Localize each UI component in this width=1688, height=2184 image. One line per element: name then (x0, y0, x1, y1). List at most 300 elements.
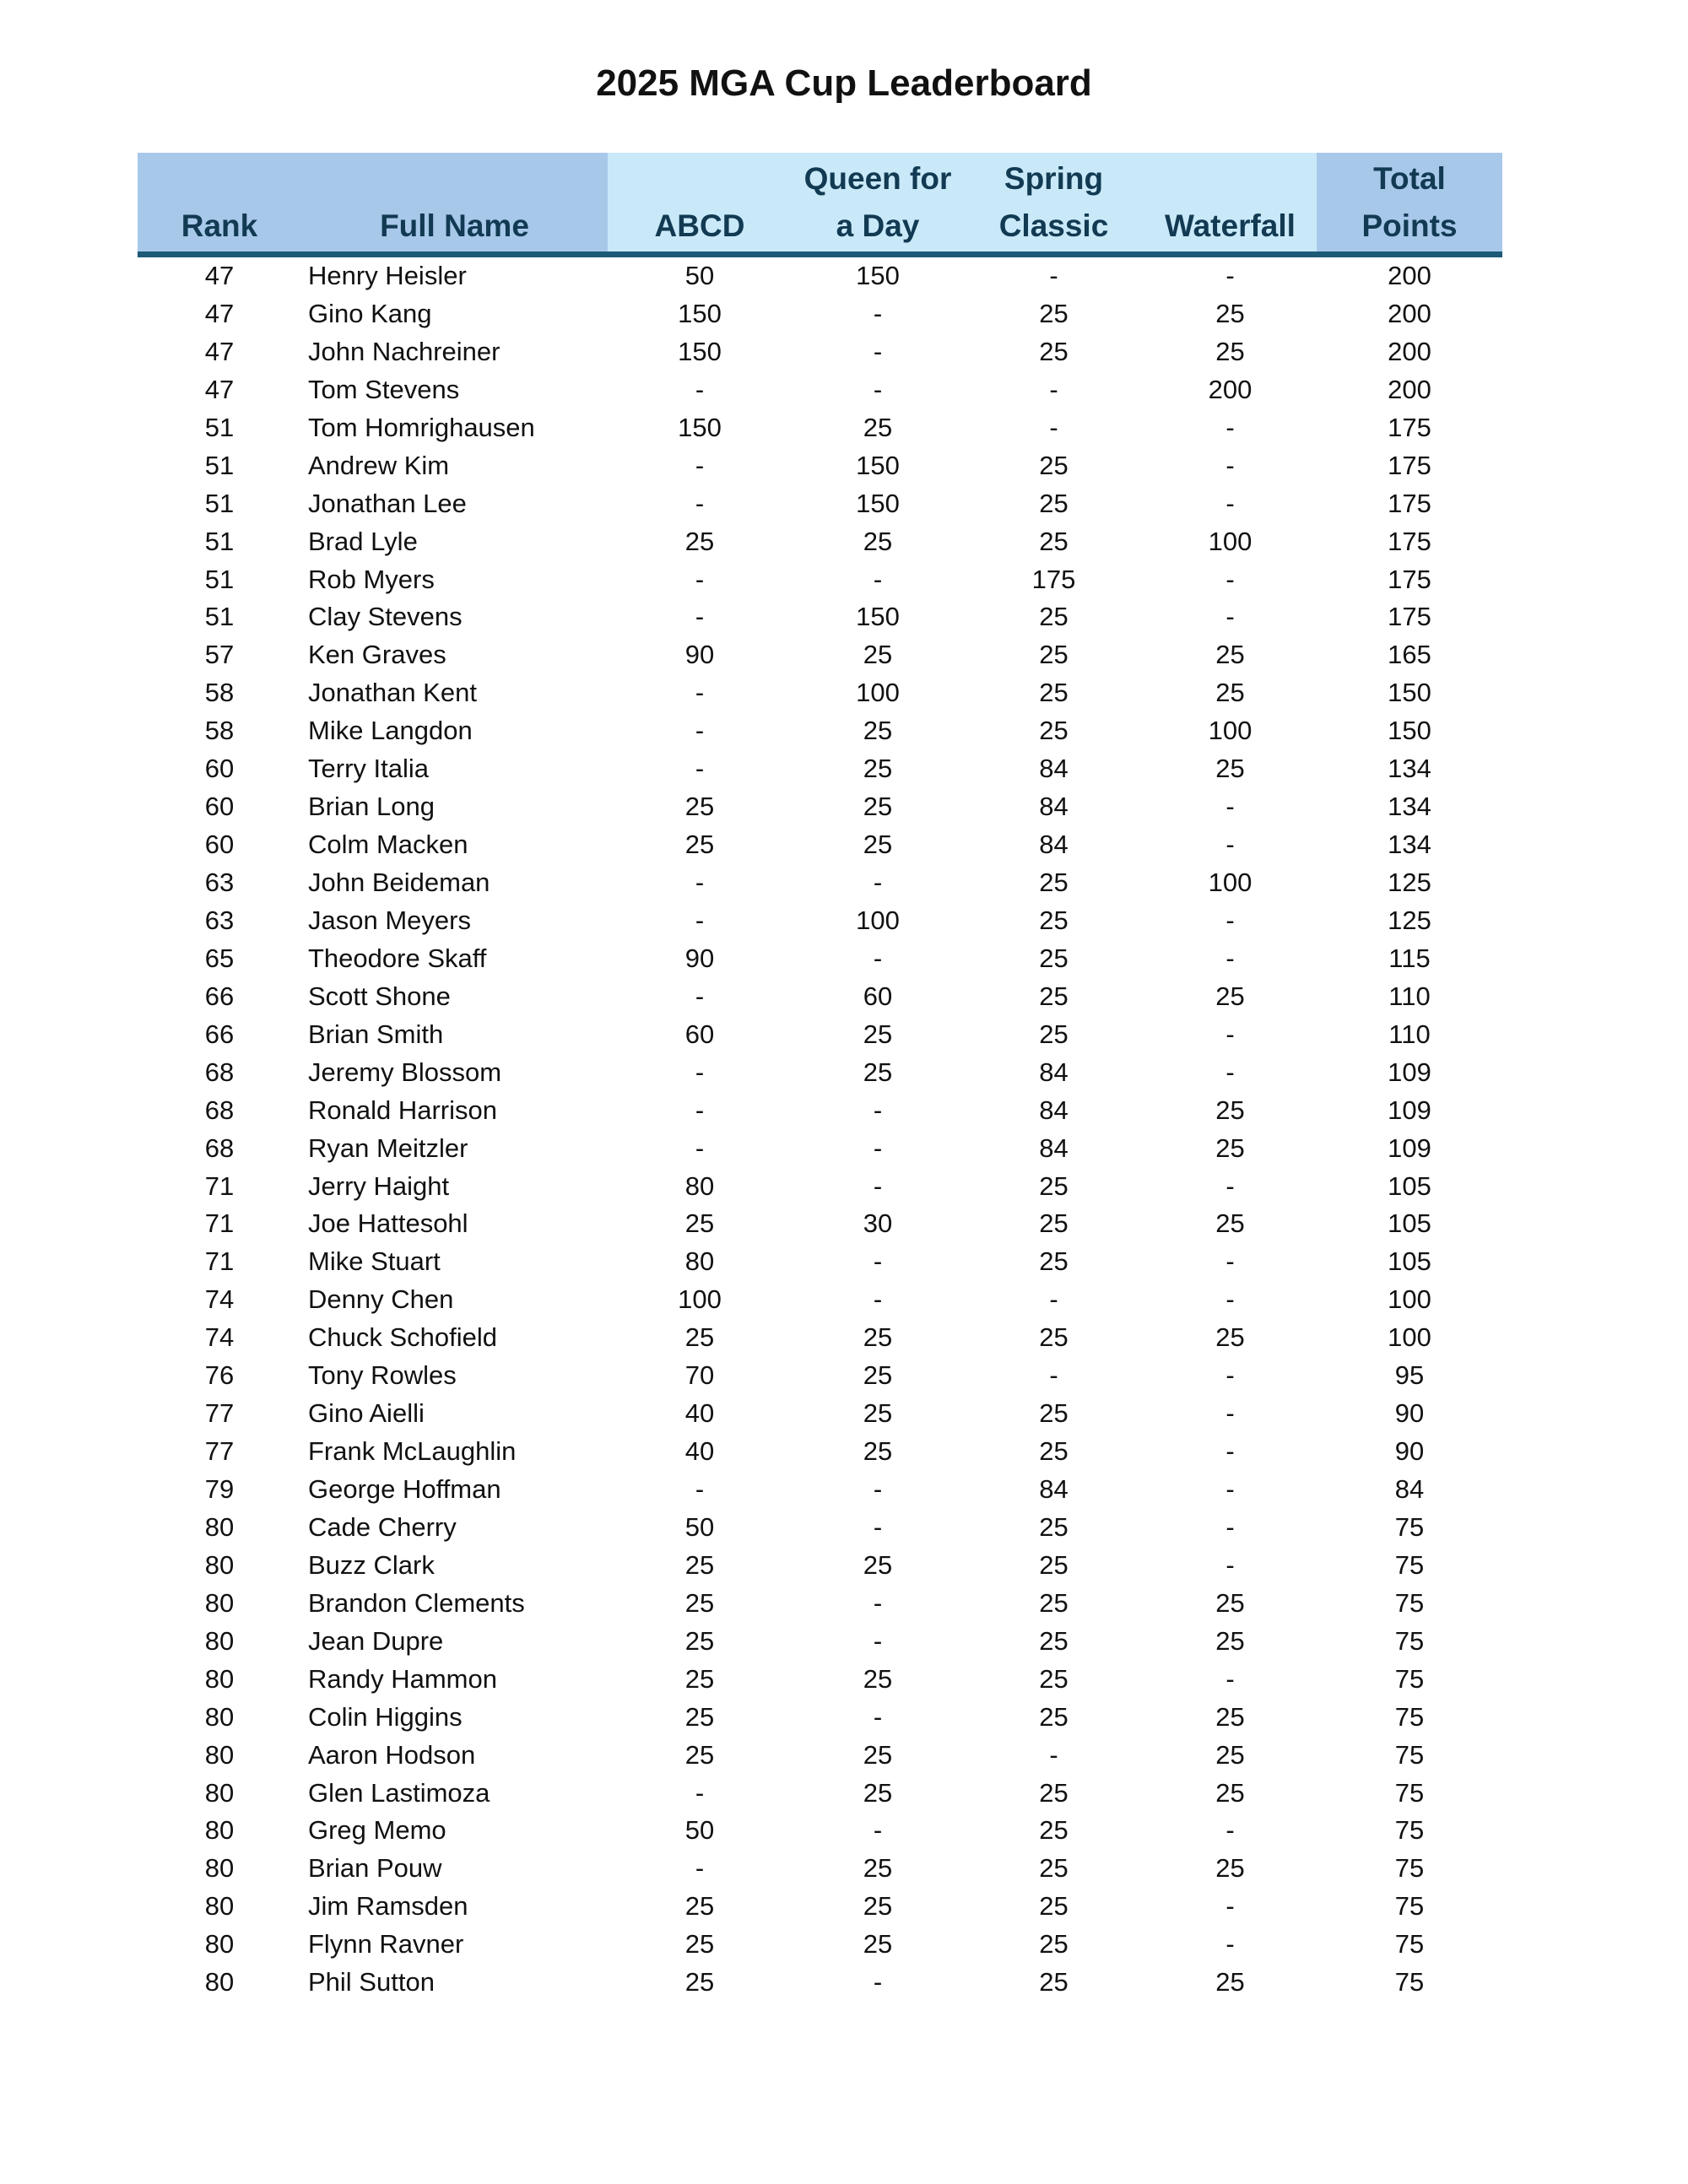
queen-for-a-day-cell: 25 (863, 830, 893, 860)
waterfall-cell: - (1225, 1891, 1235, 1922)
table-row (138, 1623, 1502, 1661)
abcd-cell: 25 (684, 1663, 715, 1694)
table-row (138, 295, 1502, 333)
spring-classic-cell: 25 (1039, 1549, 1069, 1580)
waterfall-cell: - (1225, 1929, 1235, 1960)
table-row (138, 1585, 1502, 1623)
waterfall-cell: - (1225, 1549, 1235, 1580)
queen-for-a-day-cell: 25 (863, 1360, 893, 1391)
table-row (138, 1168, 1502, 1206)
page-title: 2025 MGA Cup Leaderboard (596, 62, 1092, 104)
spring-classic-cell: - (1049, 1284, 1058, 1315)
rank-cell: 63 (204, 868, 235, 897)
name-cell: Buzz Clark (308, 1549, 435, 1580)
abcd-cell: - (695, 754, 705, 784)
rank-cell: 60 (204, 754, 235, 784)
name-cell: Gino Kang (308, 298, 432, 328)
name-cell: Tony Rowles (308, 1360, 457, 1391)
abcd-cell: - (695, 905, 705, 935)
rank-cell: 66 (204, 1019, 235, 1049)
table-row (138, 1433, 1502, 1471)
waterfall-cell: 25 (1215, 1739, 1245, 1770)
spring-classic-cell: 25 (1039, 336, 1069, 366)
abcd-cell: 90 (684, 640, 715, 670)
spring-classic-cell: 25 (1039, 1625, 1069, 1656)
header-total-points (1317, 153, 1502, 255)
name-cell: Brandon Clements (308, 1587, 525, 1618)
table-row (138, 523, 1502, 561)
table-row (138, 1850, 1502, 1888)
spring-classic-cell: 25 (1039, 1246, 1069, 1277)
table-row (138, 712, 1502, 750)
total-points-cell: 75 (1394, 1549, 1425, 1580)
name-cell: Ryan Meitzler (308, 1133, 468, 1163)
table-row (138, 333, 1502, 371)
spring-classic-cell: 25 (1039, 450, 1069, 480)
abcd-cell: 25 (684, 1891, 715, 1922)
waterfall-cell: 200 (1208, 374, 1252, 404)
rank-cell: 71 (204, 1208, 235, 1239)
total-points-cell: 175 (1388, 564, 1431, 594)
abcd-cell: - (695, 602, 705, 632)
total-points-cell: 125 (1388, 905, 1431, 935)
total-points-cell: 175 (1388, 526, 1431, 556)
queen-for-a-day-cell: 25 (863, 754, 893, 784)
header-line: Points (1361, 208, 1458, 243)
spring-classic-cell: 175 (1031, 564, 1076, 594)
abcd-cell: 25 (684, 1739, 715, 1770)
spring-classic-cell: 25 (1039, 1019, 1069, 1049)
abcd-cell: - (695, 981, 705, 1011)
table-row (138, 864, 1502, 902)
queen-for-a-day-cell: 25 (863, 1891, 893, 1922)
spring-classic-cell: 25 (1039, 1967, 1069, 1997)
queen-for-a-day-cell: - (873, 868, 883, 897)
waterfall-cell: - (1225, 1815, 1235, 1846)
rank-cell: 51 (204, 488, 235, 518)
abcd-cell: 60 (684, 1019, 715, 1049)
queen-for-a-day-cell: - (873, 1511, 883, 1542)
spring-classic-cell: 84 (1039, 1095, 1069, 1125)
queen-for-a-day-cell: 25 (863, 1853, 893, 1884)
queen-for-a-day-cell: 25 (863, 1019, 893, 1049)
total-points-cell: 95 (1394, 1360, 1425, 1391)
total-points-cell: 75 (1394, 1853, 1425, 1884)
total-points-cell: 175 (1388, 412, 1431, 442)
abcd-cell: - (695, 564, 705, 594)
name-cell: Mike Stuart (308, 1246, 441, 1277)
spring-classic-cell: 25 (1039, 1929, 1069, 1960)
rank-cell: 60 (204, 792, 235, 822)
rank-cell: 65 (204, 943, 235, 973)
table-row (138, 1319, 1502, 1357)
name-cell: Ronald Harrison (308, 1095, 497, 1125)
total-points-cell: 109 (1388, 1057, 1431, 1087)
name-cell: Frank McLaughlin (308, 1436, 517, 1467)
rank-cell: 68 (204, 1133, 235, 1163)
table-row (138, 1281, 1502, 1319)
waterfall-cell: - (1225, 905, 1235, 935)
queen-for-a-day-cell: 25 (863, 1929, 893, 1960)
waterfall-cell: - (1225, 1284, 1235, 1315)
spring-classic-cell: - (1049, 412, 1058, 442)
rank-cell: 80 (204, 1891, 235, 1922)
waterfall-cell: 25 (1215, 1777, 1245, 1808)
abcd-cell: 40 (684, 1398, 715, 1429)
header-full-name (301, 153, 608, 255)
total-points-cell: 150 (1388, 716, 1431, 746)
table-row (138, 1016, 1502, 1054)
table-row (138, 978, 1502, 1016)
abcd-cell: 25 (684, 1322, 715, 1353)
waterfall-cell: 25 (1215, 1208, 1245, 1239)
total-points-cell: 75 (1394, 1587, 1425, 1618)
waterfall-cell: 25 (1215, 678, 1245, 708)
abcd-cell: 25 (684, 526, 715, 556)
queen-for-a-day-cell: 25 (863, 1777, 893, 1808)
spring-classic-cell: - (1049, 1739, 1058, 1770)
total-points-cell: 134 (1388, 792, 1431, 822)
total-points-cell: 75 (1394, 1663, 1425, 1694)
rank-cell: 51 (204, 450, 235, 480)
total-points-cell: 115 (1388, 943, 1431, 973)
abcd-cell: - (695, 678, 705, 708)
abcd-cell: - (695, 1057, 705, 1087)
table-row (138, 1775, 1502, 1813)
queen-for-a-day-cell: 25 (863, 1398, 893, 1429)
total-points-cell: 134 (1388, 830, 1431, 860)
table-row (138, 1699, 1502, 1737)
total-points-cell: 175 (1388, 450, 1431, 480)
header-line: Rank (181, 208, 258, 243)
name-cell: Denny Chen (308, 1284, 454, 1315)
rank-cell: 74 (204, 1284, 235, 1315)
queen-for-a-day-cell: - (873, 943, 883, 973)
table-row (138, 1661, 1502, 1699)
name-cell: Rob Myers (308, 564, 435, 594)
abcd-cell: 70 (684, 1360, 715, 1391)
header-line: ABCD (654, 208, 745, 243)
rank-cell: 47 (204, 336, 235, 366)
total-points-cell: 125 (1388, 868, 1431, 897)
abcd-cell: - (695, 488, 705, 518)
total-points-cell: 110 (1388, 981, 1431, 1011)
total-points-cell: 200 (1388, 336, 1431, 366)
total-points-cell: 109 (1388, 1095, 1431, 1125)
name-cell: Colm Macken (308, 830, 468, 860)
abcd-cell: 25 (684, 1549, 715, 1580)
table-row (138, 1130, 1502, 1168)
spring-classic-cell: 25 (1039, 1891, 1069, 1922)
abcd-cell: - (695, 1133, 705, 1163)
waterfall-cell: - (1225, 1360, 1235, 1391)
rank-cell: 51 (204, 526, 235, 556)
table-row (138, 636, 1502, 674)
table-row (138, 1737, 1502, 1775)
queen-for-a-day-cell: 25 (863, 526, 893, 556)
queen-for-a-day-cell: - (873, 1815, 883, 1846)
rank-cell: 80 (204, 1587, 235, 1618)
abcd-cell: - (695, 1474, 705, 1504)
header-line: Spring (1004, 161, 1104, 196)
waterfall-cell: - (1225, 830, 1235, 860)
queen-for-a-day-cell: - (873, 1170, 883, 1201)
header-queen-for-a-day (792, 153, 964, 255)
spring-classic-cell: 25 (1039, 868, 1069, 897)
rank-cell: 79 (204, 1474, 235, 1504)
waterfall-cell: 25 (1215, 298, 1245, 328)
spring-classic-cell: 84 (1039, 830, 1069, 860)
rank-cell: 80 (204, 1929, 235, 1960)
rank-cell: 51 (204, 602, 235, 632)
total-points-cell: 75 (1394, 1929, 1425, 1960)
waterfall-cell: 25 (1215, 1701, 1245, 1732)
name-cell: Mike Langdon (308, 716, 473, 746)
waterfall-cell: 25 (1215, 754, 1245, 784)
queen-for-a-day-cell: - (873, 1967, 883, 1997)
queen-for-a-day-cell: - (873, 1133, 883, 1163)
spring-classic-cell: 25 (1039, 716, 1069, 746)
name-cell: Jason Meyers (308, 905, 471, 935)
name-cell: George Hoffman (308, 1474, 501, 1504)
name-cell: Brian Long (308, 792, 435, 822)
rank-cell: 77 (204, 1436, 235, 1467)
table-row (138, 1812, 1502, 1850)
queen-for-a-day-cell: - (873, 1284, 883, 1315)
queen-for-a-day-cell: 25 (863, 412, 893, 442)
table-row (138, 409, 1502, 447)
total-points-cell: 75 (1394, 1815, 1425, 1846)
waterfall-cell: - (1225, 1019, 1235, 1049)
abcd-cell: 150 (678, 412, 722, 442)
total-points-cell: 100 (1388, 1322, 1431, 1353)
waterfall-cell: - (1225, 1057, 1235, 1087)
name-cell: Cade Cherry (308, 1511, 457, 1542)
waterfall-cell: - (1225, 1474, 1235, 1504)
name-cell: Phil Sutton (308, 1967, 435, 1997)
abcd-cell: 50 (684, 261, 715, 290)
rank-cell: 47 (204, 374, 235, 404)
abcd-cell: 25 (684, 1625, 715, 1656)
abcd-cell: 90 (684, 943, 715, 973)
name-cell: Theodore Skaff (308, 943, 487, 973)
spring-classic-cell: 25 (1039, 1701, 1069, 1732)
abcd-cell: 25 (684, 1701, 715, 1732)
waterfall-cell: - (1225, 1511, 1235, 1542)
rank-cell: 74 (204, 1322, 235, 1353)
name-cell: Henry Heisler (308, 261, 467, 290)
spring-classic-cell: 25 (1039, 488, 1069, 518)
total-points-cell: 100 (1388, 1284, 1431, 1315)
waterfall-cell: - (1225, 792, 1235, 822)
table-row (138, 1888, 1502, 1926)
total-points-cell: 109 (1388, 1133, 1431, 1163)
name-cell: Jeremy Blossom (308, 1057, 502, 1087)
spring-classic-cell: 25 (1039, 1663, 1069, 1694)
queen-for-a-day-cell: 25 (863, 1057, 893, 1087)
queen-for-a-day-cell: 25 (863, 1739, 893, 1770)
rank-cell: 60 (204, 830, 235, 860)
abcd-cell: 80 (684, 1246, 715, 1277)
spring-classic-cell: 25 (1039, 1511, 1069, 1542)
rank-cell: 80 (204, 1967, 235, 1997)
total-points-cell: 200 (1388, 374, 1431, 404)
header-abcd (608, 153, 792, 255)
table-row (138, 1547, 1502, 1585)
name-cell: Chuck Schofield (308, 1322, 498, 1353)
rank-cell: 76 (204, 1360, 235, 1391)
queen-for-a-day-cell: - (873, 298, 883, 328)
rank-cell: 80 (204, 1663, 235, 1694)
rank-cell: 71 (204, 1246, 235, 1277)
queen-for-a-day-cell: 150 (856, 488, 900, 518)
total-points-cell: 75 (1394, 1891, 1425, 1922)
rank-cell: 68 (204, 1057, 235, 1087)
spring-classic-cell: 25 (1039, 1436, 1069, 1467)
spring-classic-cell: 25 (1039, 298, 1069, 328)
total-points-cell: 75 (1394, 1777, 1425, 1808)
spring-classic-cell: 84 (1039, 792, 1069, 822)
table-row (138, 1509, 1502, 1547)
total-points-cell: 75 (1394, 1739, 1425, 1770)
header-line (138, 155, 301, 203)
spring-classic-cell: 25 (1039, 1587, 1069, 1618)
waterfall-cell: - (1225, 602, 1235, 632)
spring-classic-cell: - (1049, 374, 1058, 404)
queen-for-a-day-cell: - (873, 1474, 883, 1504)
table-row (138, 485, 1502, 523)
header-line: Queen for (803, 161, 952, 196)
total-points-cell: 105 (1388, 1246, 1431, 1277)
abcd-cell: - (695, 374, 705, 404)
queen-for-a-day-cell: - (873, 1095, 883, 1125)
total-points-cell: 200 (1388, 261, 1431, 290)
rank-cell: 80 (204, 1549, 235, 1580)
abcd-cell: - (695, 450, 705, 480)
total-points-cell: 90 (1394, 1436, 1425, 1467)
header-line: a Day (836, 208, 920, 243)
rank-cell: 80 (204, 1511, 235, 1542)
queen-for-a-day-cell: 60 (863, 981, 893, 1011)
header-line (1144, 155, 1317, 203)
abcd-cell: - (695, 868, 705, 897)
name-cell: Colin Higgins (308, 1701, 463, 1732)
rank-cell: 80 (204, 1815, 235, 1846)
spring-classic-cell: 25 (1039, 602, 1069, 632)
total-points-cell: 175 (1388, 488, 1431, 518)
total-points-cell: 200 (1388, 298, 1431, 328)
name-cell: Brian Pouw (308, 1853, 442, 1884)
spring-classic-cell: 25 (1039, 526, 1069, 556)
queen-for-a-day-cell: 25 (863, 1436, 893, 1467)
table-row (138, 1205, 1502, 1243)
waterfall-cell: - (1225, 261, 1235, 290)
queen-for-a-day-cell: - (873, 1246, 883, 1277)
abcd-cell: 25 (684, 1208, 715, 1239)
header-line: Total (1373, 161, 1446, 196)
queen-for-a-day-cell: 150 (856, 261, 900, 290)
table-row (138, 1926, 1502, 1964)
header-row (138, 153, 1502, 255)
spring-classic-cell: 25 (1039, 678, 1069, 708)
rank-cell: 80 (204, 1853, 235, 1884)
table-row (138, 447, 1502, 485)
queen-for-a-day-cell: 25 (863, 716, 893, 746)
spring-classic-cell: 25 (1039, 905, 1069, 935)
header-waterfall (1144, 153, 1317, 255)
queen-for-a-day-cell: 150 (856, 602, 900, 632)
spring-classic-cell: 25 (1039, 981, 1069, 1011)
spring-classic-cell: 84 (1039, 1474, 1069, 1504)
waterfall-cell: 25 (1215, 1853, 1245, 1884)
name-cell: Greg Memo (308, 1815, 446, 1846)
abcd-cell: 25 (684, 830, 715, 860)
header-rank (138, 153, 301, 255)
waterfall-cell: - (1225, 488, 1235, 518)
rank-cell: 80 (204, 1777, 235, 1808)
abcd-cell: 80 (684, 1170, 715, 1201)
name-cell: Jerry Haight (308, 1170, 450, 1201)
total-points-cell: 134 (1388, 754, 1431, 784)
table-row (138, 1357, 1502, 1395)
abcd-cell: - (695, 1095, 705, 1125)
name-cell: Tom Homrighausen (308, 412, 535, 442)
waterfall-cell: 25 (1215, 981, 1245, 1011)
total-points-cell: 84 (1394, 1474, 1425, 1504)
name-cell: John Beideman (308, 868, 490, 897)
total-points-cell: 75 (1394, 1967, 1425, 1997)
table-row (138, 1471, 1502, 1509)
header-line: Full Name (380, 208, 529, 243)
name-cell: Ken Graves (308, 640, 446, 670)
table-row (138, 1964, 1502, 2002)
header-line (608, 155, 792, 203)
rank-cell: 71 (204, 1170, 235, 1201)
name-cell: Randy Hammon (308, 1663, 497, 1694)
queen-for-a-day-cell: - (873, 1625, 883, 1656)
name-cell: Jean Dupre (308, 1625, 444, 1656)
name-cell: Aaron Hodson (308, 1739, 476, 1770)
total-points-cell: 165 (1388, 640, 1431, 670)
rank-cell: 80 (204, 1701, 235, 1732)
spring-classic-cell: 25 (1039, 640, 1069, 670)
table-row (138, 371, 1502, 409)
leaderboard-table (138, 153, 1502, 2002)
table-row (138, 902, 1502, 940)
spring-classic-cell: 25 (1039, 1853, 1069, 1884)
waterfall-cell: 25 (1215, 1587, 1245, 1618)
abcd-cell: 25 (684, 1929, 715, 1960)
rank-cell: 80 (204, 1625, 235, 1656)
header-line (301, 155, 608, 203)
queen-for-a-day-cell: - (873, 564, 883, 594)
name-cell: Gino Aielli (308, 1398, 425, 1429)
rank-cell: 47 (204, 298, 235, 328)
waterfall-cell: 25 (1215, 336, 1245, 366)
name-cell: John Nachreiner (308, 336, 500, 366)
waterfall-cell: 25 (1215, 1625, 1245, 1656)
name-cell: Jonathan Kent (308, 678, 477, 708)
table-row (138, 561, 1502, 599)
waterfall-cell: - (1225, 1398, 1235, 1429)
abcd-cell: - (695, 1853, 705, 1884)
total-points-cell: 110 (1388, 1019, 1431, 1049)
waterfall-cell: 25 (1215, 640, 1245, 670)
abcd-cell: 100 (678, 1284, 722, 1315)
total-points-cell: 175 (1388, 602, 1431, 632)
spring-classic-cell: 84 (1039, 1133, 1069, 1163)
waterfall-cell: 25 (1215, 1967, 1245, 1997)
